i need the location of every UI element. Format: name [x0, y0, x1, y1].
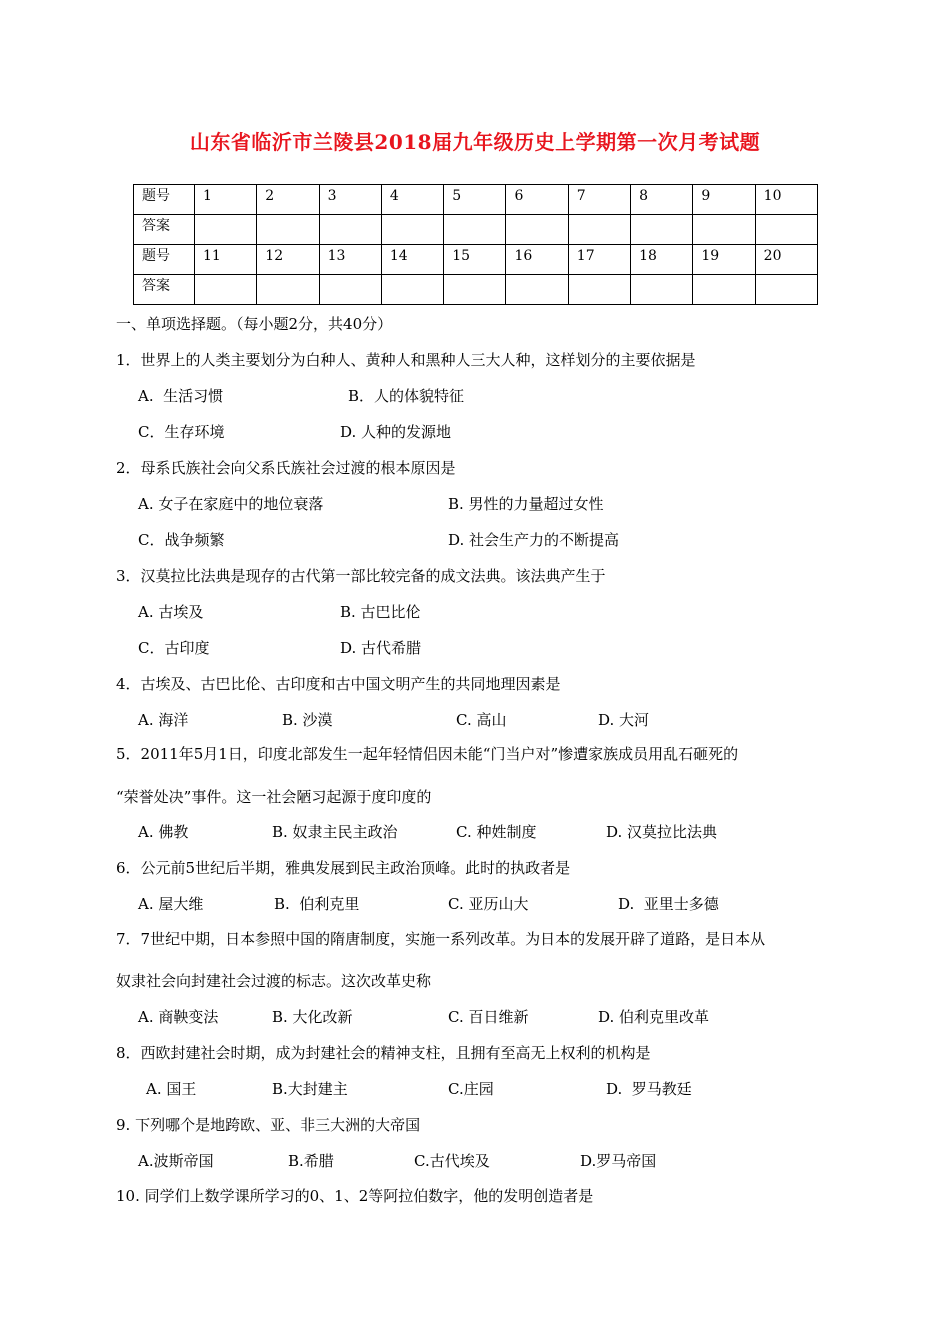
option: B.大封建主: [272, 1080, 348, 1098]
option: A. 女子在家庭中的地位衰落: [138, 495, 324, 513]
question-stem: 1．世界上的人类主要划分为白种人、黄种人和黑种人三大人种，这样划分的主要依据是: [116, 351, 696, 369]
option: B. 伯利克里: [274, 895, 360, 913]
question-number: 12: [257, 245, 319, 275]
answer-table: [133, 184, 818, 305]
table-row: [134, 275, 818, 305]
option: D.罗马帝国: [580, 1152, 657, 1170]
question-stem: 8．西欧封建社会时期，成为封建社会的精神支柱，且拥有至高无上权利的机构是: [116, 1044, 651, 1062]
option: C. 高山: [456, 711, 507, 729]
answer-cell[interactable]: [755, 215, 817, 245]
question-number: 8: [631, 185, 693, 215]
option: A. 生活习惯: [138, 387, 224, 405]
row-label: 题号: [134, 245, 195, 275]
answer-cell[interactable]: [631, 215, 693, 245]
question-stem-continued: 奴隶社会向封建社会过渡的标志。这次改革史称: [116, 972, 432, 990]
row-label: 答案: [134, 215, 195, 245]
option: C. 种姓制度: [456, 823, 537, 841]
option: B. 奴隶主民主政治: [272, 823, 398, 841]
option: D. 罗马教廷: [606, 1080, 692, 1098]
option: A. 佛教: [138, 823, 189, 841]
option: C．生存环境: [138, 423, 225, 441]
option: C．战争频繁: [138, 531, 225, 549]
question-stem: 7．7世纪中期，日本参照中国的隋唐制度，实施一系列改革。为日本的发展开辟了道路，是日本从: [116, 930, 766, 948]
option: C. 百日维新: [448, 1008, 529, 1026]
answer-cell[interactable]: [693, 215, 755, 245]
table-row: [134, 185, 818, 215]
option: A. 古埃及: [138, 603, 204, 621]
question-number: 11: [195, 245, 257, 275]
option: C.古代埃及: [414, 1152, 490, 1170]
option: A. 商鞅变法: [138, 1008, 219, 1026]
question-number: 15: [444, 245, 506, 275]
answer-cell[interactable]: [444, 215, 506, 245]
answer-cell[interactable]: [568, 215, 630, 245]
question-number: 2: [257, 185, 319, 215]
question-stem: 9. 下列哪个是地跨欧、亚、非三大洲的大帝国: [116, 1116, 421, 1134]
question-number: 20: [755, 245, 817, 275]
option: A.波斯帝国: [138, 1152, 214, 1170]
answer-cell[interactable]: [195, 275, 257, 305]
row-label: 题号: [134, 185, 195, 215]
question-number: 10: [755, 185, 817, 215]
option: B. 大化改新: [272, 1008, 353, 1026]
question-stem: 2．母系氏族社会向父系氏族社会过渡的根本原因是: [116, 459, 456, 477]
question-number: 9: [693, 185, 755, 215]
question-stem: 3．汉莫拉比法典是现存的古代第一部比较完备的成文法典。该法典产生于: [116, 567, 606, 585]
option: B. 古巴比伦: [340, 603, 421, 621]
answer-cell[interactable]: [257, 215, 319, 245]
answer-cell[interactable]: [693, 275, 755, 305]
option: D. 古代希腊: [340, 639, 422, 657]
answer-cell[interactable]: [319, 275, 381, 305]
option: D. 社会生产力的不断提高: [448, 531, 620, 549]
option: A. 屋大维: [138, 895, 204, 913]
question-number: 13: [319, 245, 381, 275]
answer-cell[interactable]: [381, 275, 443, 305]
answer-cell[interactable]: [319, 215, 381, 245]
question-number: 7: [568, 185, 630, 215]
question-stem: 6．公元前5世纪后半期，雅典发展到民主政治顶峰。此时的执政者是: [116, 859, 571, 877]
option: D. 人种的发源地: [340, 423, 452, 441]
answer-cell[interactable]: [506, 215, 568, 245]
option: D. 亚里士多德: [618, 895, 719, 913]
question-number: 18: [631, 245, 693, 275]
question-stem: 10. 同学们上数学课所学习的0、1、2等阿拉伯数字，他的发明创造者是: [116, 1187, 594, 1205]
table-row: [134, 215, 818, 245]
option: A. 国王: [146, 1080, 197, 1098]
section-heading: 一、单项选择题。（每小题2分，共40分）: [116, 315, 393, 333]
question-number: 5: [444, 185, 506, 215]
option: C.庄园: [448, 1080, 494, 1098]
table-row: [134, 245, 818, 275]
question-number: 16: [506, 245, 568, 275]
question-number: 19: [693, 245, 755, 275]
option: B. 男性的力量超过女性: [448, 495, 604, 513]
answer-cell[interactable]: [381, 215, 443, 245]
answer-cell[interactable]: [568, 275, 630, 305]
question-number: 4: [381, 185, 443, 215]
option: B.希腊: [288, 1152, 334, 1170]
answer-cell[interactable]: [506, 275, 568, 305]
option: B. 沙漠: [282, 711, 333, 729]
question-stem: 5．2011年5月1日，印度北部发生一起年轻情侣因未能“门当户对”惨遭家族成员用乱石砸死的: [116, 745, 739, 763]
question-stem-continued: “荣誉处决”事件。这一社会陋习起源于度印度的: [116, 788, 432, 806]
answer-cell[interactable]: [257, 275, 319, 305]
question-stem: 4．古埃及、古巴比伦、古印度和古中国文明产生的共同地理因素是: [116, 675, 561, 693]
row-label: 答案: [134, 275, 195, 305]
question-number: 17: [568, 245, 630, 275]
page-title: 山东省临沂市兰陵县2018届九年级历史上学期第一次月考试题: [189, 130, 761, 154]
option: D. 伯利克里改革: [598, 1008, 710, 1026]
answer-cell[interactable]: [755, 275, 817, 305]
answer-cell[interactable]: [631, 275, 693, 305]
option: C．古印度: [138, 639, 210, 657]
option: D. 汉莫拉比法典: [606, 823, 718, 841]
option: A. 海洋: [138, 711, 189, 729]
answer-cell[interactable]: [195, 215, 257, 245]
question-number: 3: [319, 185, 381, 215]
answer-cell[interactable]: [444, 275, 506, 305]
question-number: 14: [381, 245, 443, 275]
question-number: 6: [506, 185, 568, 215]
option: C. 亚历山大: [448, 895, 529, 913]
question-number: 1: [195, 185, 257, 215]
option: D. 大河: [598, 711, 650, 729]
option: B．人的体貌特征: [348, 387, 465, 405]
